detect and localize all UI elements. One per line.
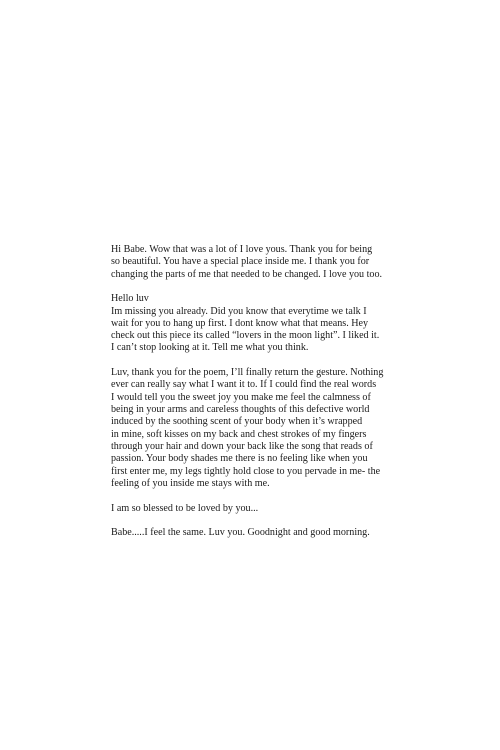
text-line: induced by the soothing scent of your body when it’s wrapped [111,416,363,428]
text-line: in mine, soft kisses on my back and chest strokes of my fingers [111,428,367,440]
text-line: Hello luv [111,293,149,305]
text-line: I am so blessed to be loved by you... [111,502,259,514]
text-line: wait for you to hang up first. I dont know what that means. Hey [111,317,369,329]
letter-body [111,244,396,540]
paragraph-4 [111,503,396,515]
text-line: feeling of you inside me stays with me. [111,477,270,489]
paragraph-5 [111,527,396,539]
text-line: ever can really say what I want it to. If I could find the real words [111,379,377,391]
text-line: Luv, thank you for the poem, I’ll finally return the gesture. Nothing [111,367,384,379]
text-line: being in your arms and careless thoughts of this defective world [111,404,370,416]
text-line: passion. Your body shades me there is no feeling like when you [111,453,368,465]
text-line: check out this piece its called “lovers in the moon light”. I liked it. [111,330,380,342]
text-line: changing the parts of me that needed to be changed. I love you too. [111,268,383,280]
text-line: Hi Babe. Wow that was a lot of I love yous. Thank you for being [111,244,373,255]
text-line: I would tell you the sweet joy you make me feel the calmness of [111,391,371,403]
paragraph-3 [111,367,396,490]
text-line: I can’t stop looking at it. Tell me what you think. [111,342,309,354]
text-line: Im missing you already. Did you know that everytime we talk I [111,305,367,317]
text-line: first enter me, my legs tightly hold close to you pervade in me- the [111,465,381,477]
text-line: Babe.....I feel the same. Luv you. Goodnight and good morning. [111,527,370,539]
paragraph-1 [111,244,396,281]
text-line: so beautiful. You have a special place inside me. I thank you for [111,256,370,268]
text-line: through your hair and down your back like the song that reads of [111,440,373,452]
paragraph-2 [111,293,396,354]
